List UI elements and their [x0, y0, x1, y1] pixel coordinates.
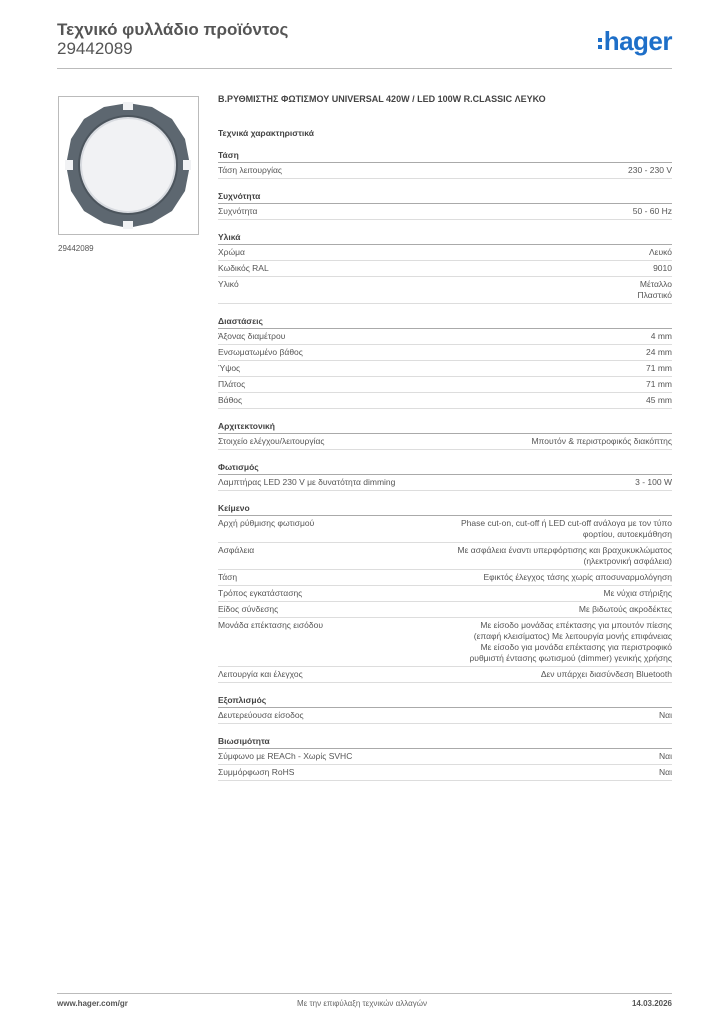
spec-row [218, 516, 672, 543]
spec-value [333, 436, 672, 447]
spec-label: Ύψος [218, 363, 241, 373]
spec-value [290, 165, 672, 176]
spec-group-title: Διαστάσεις [218, 316, 672, 329]
product-image [58, 96, 199, 235]
spec-group [218, 150, 672, 179]
spec-value [322, 518, 672, 540]
spec-value [245, 572, 672, 583]
spec-label: Μονάδα επέκτασης εισόδου [218, 620, 324, 630]
spec-value-line: 4 mm [650, 331, 672, 341]
spec-row [218, 602, 672, 618]
spec-row [218, 667, 672, 683]
dimmer-frame-icon [59, 97, 198, 234]
spec-value-line: Με είσοδο για μονάδα επέκτασης για περιστροφικό [480, 642, 672, 652]
spec-value-line: 71 mm [646, 379, 672, 389]
spec-value-line: Ναι [659, 751, 672, 761]
spec-row [218, 329, 672, 345]
section-title: Τεχνικά χαρακτηριστικά [218, 128, 314, 138]
spec-row [218, 245, 672, 261]
spec-row [218, 345, 672, 361]
footer-divider [57, 993, 672, 995]
footer-website: www.hager.com/gr [57, 999, 128, 1008]
spec-group-title: Φωτισμός [218, 462, 672, 475]
spec-sheet [218, 94, 672, 793]
spec-value-line: Ναι [659, 710, 672, 720]
spec-value [403, 477, 672, 488]
spec-row [218, 261, 672, 277]
spec-label: Βάθος [218, 395, 243, 405]
spec-value [311, 347, 672, 358]
spec-value [302, 767, 672, 778]
spec-row [218, 708, 672, 724]
spec-value-line: Μπουτόν & περιστροφικός διακόπτης [531, 436, 672, 446]
spec-value [248, 363, 672, 374]
spec-group [218, 736, 672, 781]
spec-value [311, 669, 672, 680]
spec-label: Πλάτος [218, 379, 246, 389]
spec-label: Ασφάλεια [218, 545, 255, 555]
spec-value-line: Δεν υπάρχει διασύνδεση Bluetooth [540, 669, 672, 679]
spec-group [218, 191, 672, 220]
spec-value [253, 379, 672, 390]
spec-row [218, 204, 672, 220]
spec-value [277, 263, 672, 274]
spec-label: Στοιχείο ελέγχου/λειτουργίας [218, 436, 325, 446]
footer-date: 14.03.2026 [631, 999, 672, 1008]
spec-label: Σύμφωνο με REACh - Χωρίς SVHC [218, 751, 353, 761]
spec-row [218, 749, 672, 765]
spec-group [218, 503, 672, 683]
image-caption: 29442089 [58, 244, 94, 253]
spec-value-line: φορτίου, αυτοεκμάθηση [582, 529, 672, 539]
spec-group [218, 232, 672, 304]
spec-group-title: Υλικά [218, 232, 672, 245]
spec-value-line: Μέταλλο [639, 279, 672, 289]
spec-value-line: (ηλεκτρονική ασφάλεια) [583, 556, 672, 566]
spec-value [310, 588, 672, 599]
spec-value-line: Εφικτός έλεγχος τάσης χωρίς αποσυναρμολόγηση [483, 572, 672, 582]
spec-row [218, 570, 672, 586]
spec-label: Κωδικός RAL [218, 263, 269, 273]
spec-value-line: ρυθμιστή έντασης φωτισμού (dimmer) γενικής χρήσης [469, 653, 672, 663]
spec-label: Αρχή ρύθμισης φωτισμού [218, 518, 315, 528]
spec-group [218, 695, 672, 724]
spec-row [218, 277, 672, 304]
spec-group-title: Τάση [218, 150, 672, 163]
spec-row [218, 618, 672, 667]
spec-value [247, 279, 672, 301]
spec-value-line: 24 mm [646, 347, 672, 357]
spec-group [218, 421, 672, 450]
spec-group-title: Αρχιτεκτονική [218, 421, 672, 434]
spec-groups [218, 150, 672, 781]
spec-value-line: 230 - 230 V [628, 165, 672, 175]
spec-row [218, 765, 672, 781]
spec-row [218, 361, 672, 377]
spec-value [286, 604, 672, 615]
spec-value-line: 50 - 60 Hz [632, 206, 672, 216]
spec-label: Χρώμα [218, 247, 245, 257]
spec-value [262, 545, 672, 567]
spec-group-title: Κείμενο [218, 503, 672, 516]
spec-value-line: Με ασφάλεια έναντι υπερφόρτισης και βραχυκυκλώματος [457, 545, 672, 555]
spec-label: Είδος σύνδεσης [218, 604, 279, 614]
product-name: Β.ΡΥΘΜΙΣΤΗΣ ΦΩΤΙΣΜΟΥ UNIVERSAL 420W / LED 100W R.CLASSIC ΛΕΥΚΟ [218, 94, 546, 104]
spec-row [218, 475, 672, 491]
spec-value-line: Λευκό [649, 247, 672, 257]
spec-group [218, 316, 672, 409]
spec-value-line: 9010 [653, 263, 672, 273]
spec-row [218, 393, 672, 409]
spec-label: Τρόπος εγκατάστασης [218, 588, 303, 598]
logo-dots-icon [598, 35, 602, 52]
spec-group-title: Βιωσιμότητα [218, 736, 672, 749]
spec-label: Συμμόρφωση RoHS [218, 767, 295, 777]
spec-value-line: Phase cut-on, cut-off ή LED cut-off ανάλογα με τον τύπο [460, 518, 672, 528]
document-title: Τεχνικό φυλλάδιο προϊόντος [57, 20, 289, 39]
spec-value [331, 620, 672, 664]
logo-text: hager [603, 26, 672, 56]
spec-value [360, 751, 672, 762]
spec-value [253, 247, 672, 258]
spec-row [218, 377, 672, 393]
spec-value-line: 3 - 100 W [635, 477, 672, 487]
spec-label: Άξονας διαμέτρου [218, 331, 286, 341]
header-divider [57, 68, 672, 69]
spec-label: Τάση [218, 572, 238, 582]
document-number: 29442089 [57, 39, 133, 58]
spec-label: Λειτουργία και έλεγχος [218, 669, 303, 679]
spec-label: Υλικό [218, 279, 239, 289]
spec-value [293, 331, 672, 342]
footer-notice: Με την επιφύλαξη τεχνικών αλλαγών [297, 999, 427, 1008]
spec-value-line: Με βιδωτούς ακροδέκτες [578, 604, 672, 614]
spec-value-line: Πλαστικό [637, 290, 672, 300]
spec-value-line: Με νύχια στήριξης [603, 588, 672, 598]
spec-value-line: 45 mm [646, 395, 672, 405]
spec-row [218, 163, 672, 179]
spec-value-line: 71 mm [646, 363, 672, 373]
spec-value [312, 710, 672, 721]
spec-value-line: Ναι [659, 767, 672, 777]
spec-row [218, 586, 672, 602]
spec-label: Τάση λειτουργίας [218, 165, 283, 175]
spec-label: Λαμπτήρας LED 230 V με δυνατότητα dimming [218, 477, 396, 487]
spec-label: Συχνότητα [218, 206, 258, 216]
spec-value-line: (επαφή κλεισίματος) Με λειτουργία μονής επιφάνειας [473, 631, 672, 641]
spec-label: Δευτερεύουσα είσοδος [218, 710, 304, 720]
spec-group [218, 462, 672, 491]
hager-logo [598, 26, 672, 57]
spec-group-title: Εξοπλισμός [218, 695, 672, 708]
spec-row [218, 543, 672, 570]
spec-row [218, 434, 672, 450]
spec-group-title: Συχνότητα [218, 191, 672, 204]
spec-value-line: Με είσοδο μονάδας επέκτασης για μπουτόν πίεσης [480, 620, 672, 630]
spec-value [250, 395, 672, 406]
spec-value [265, 206, 672, 217]
spec-label: Ενσωματωμένο βάθος [218, 347, 303, 357]
